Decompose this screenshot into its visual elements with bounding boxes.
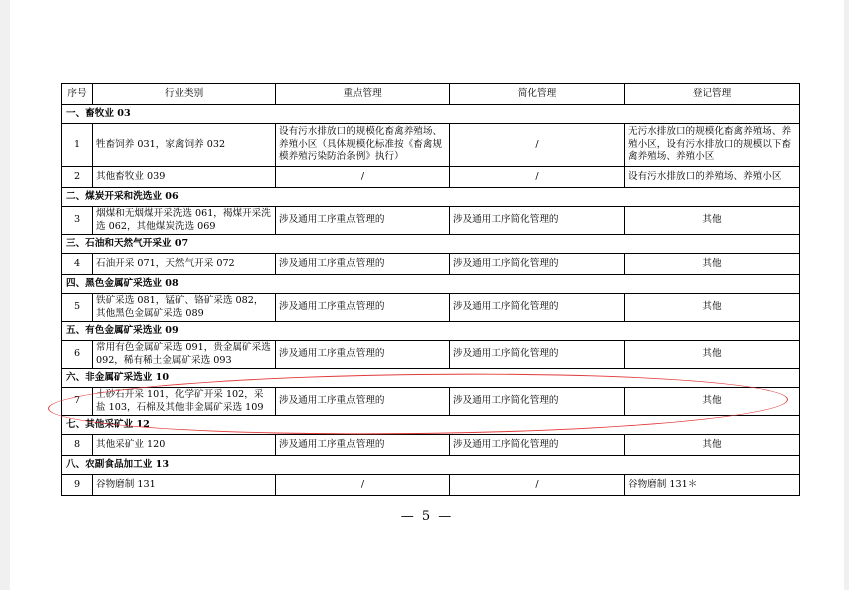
cell-registration: 其他 [625, 341, 800, 369]
cell-registration: 其他 [625, 207, 800, 235]
cell-industry: 谷物磨制 131 [93, 475, 276, 496]
cell-industry: 铁矿采选 081，锰矿、铬矿采选 082，其他黑色金属矿采选 089 [93, 294, 276, 322]
section-row [62, 188, 800, 207]
cell-simplified: 涉及通用工序简化管理的 [450, 435, 625, 456]
cell-key: 涉及通用工序重点管理的 [276, 254, 450, 275]
section-title: 四、黑色金属矿采选业 08 [62, 275, 800, 294]
cell-industry: 常用有色金属矿采选 091，贵金属矿采选 092，稀有稀土金属矿采选 093 [93, 341, 276, 369]
cell-registration: 其他 [625, 435, 800, 456]
table-row [62, 435, 800, 456]
cell-seq: 6 [62, 341, 93, 369]
cell-registration: 设有污水排放口的养殖场、养殖小区 [625, 167, 800, 188]
cell-key: 涉及通用工序重点管理的 [276, 294, 450, 322]
section-row [62, 416, 800, 435]
section-title: 六、非金属矿采选业 10 [62, 369, 800, 388]
table-row [62, 254, 800, 275]
cell-simplified: / [450, 475, 625, 496]
section-row [62, 235, 800, 254]
table-row [62, 124, 800, 167]
cell-key: 涉及通用工序重点管理的 [276, 435, 450, 456]
section-title: 五、有色金属矿采选业 09 [62, 322, 800, 341]
section-title: 一、畜牧业 03 [62, 105, 800, 124]
cell-simplified: 涉及通用工序简化管理的 [450, 341, 625, 369]
cell-seq: 4 [62, 254, 93, 275]
cell-industry: 石油开采 071，天然气开采 072 [93, 254, 276, 275]
cell-simplified: 涉及通用工序简化管理的 [450, 388, 625, 416]
page-number: — 5 — [400, 509, 454, 524]
section-title: 七、其他采矿业 12 [62, 416, 800, 435]
cell-registration: 其他 [625, 294, 800, 322]
cell-seq: 7 [62, 388, 93, 416]
header-registration-management: 登记管理 [625, 84, 800, 105]
section-title: 三、石油和天然气开采业 07 [62, 235, 800, 254]
section-row [62, 275, 800, 294]
header-simplified-management: 简化管理 [450, 84, 625, 105]
section-title: 八、农副食品加工业 13 [62, 456, 800, 475]
cell-key: 设有污水排放口的规模化畜禽养殖场、养殖小区（具体规模化标准按《畜禽规模养殖污染防治条例》执行） [276, 124, 450, 167]
cell-industry: 其他畜牧业 039 [93, 167, 276, 188]
section-row [62, 369, 800, 388]
cell-key: 涉及通用工序重点管理的 [276, 207, 450, 235]
table-row [62, 341, 800, 369]
cell-industry: 烟煤和无烟煤开采洗选 061，褐煤开采洗选 062，其他煤炭洗选 069 [93, 207, 276, 235]
cell-seq: 5 [62, 294, 93, 322]
cell-seq: 3 [62, 207, 93, 235]
cell-key: / [276, 167, 450, 188]
table-row [62, 207, 800, 235]
cell-registration: 其他 [625, 254, 800, 275]
section-row [62, 456, 800, 475]
section-row [62, 105, 800, 124]
cell-simplified: 涉及通用工序简化管理的 [450, 207, 625, 235]
cell-key: / [276, 475, 450, 496]
cell-industry: 牲畜饲养 031，家禽饲养 032 [93, 124, 276, 167]
cell-key: 涉及通用工序重点管理的 [276, 388, 450, 416]
table-row [62, 294, 800, 322]
table-row [62, 475, 800, 496]
cell-simplified: 涉及通用工序简化管理的 [450, 294, 625, 322]
cell-registration: 其他 [625, 388, 800, 416]
table-header-row [62, 84, 800, 105]
cell-seq: 1 [62, 124, 93, 167]
cell-seq: 9 [62, 475, 93, 496]
section-title: 二、煤炭开采和洗选业 06 [62, 188, 800, 207]
header-industry: 行业类别 [93, 84, 276, 105]
cell-industry: 土砂石开采 101，化学矿开采 102，采盐 103，石棉及其他非金属矿采选 109 [93, 388, 276, 416]
table-row [62, 388, 800, 416]
cell-simplified: / [450, 124, 625, 167]
cell-registration: 无污水排放口的规模化畜禽养殖场、养殖小区，设有污水排放口的规模以下畜禽养殖场、养殖小区 [625, 124, 800, 167]
section-row [62, 322, 800, 341]
cell-key: 涉及通用工序重点管理的 [276, 341, 450, 369]
cell-seq: 2 [62, 167, 93, 188]
header-key-management: 重点管理 [276, 84, 450, 105]
cell-simplified: / [450, 167, 625, 188]
document-page [10, 0, 844, 590]
cell-registration: 谷物磨制 131＊ [625, 475, 800, 496]
header-seq: 序号 [62, 84, 93, 105]
permit-classification-table [61, 83, 800, 496]
cell-industry: 其他采矿业 120 [93, 435, 276, 456]
cell-simplified: 涉及通用工序简化管理的 [450, 254, 625, 275]
table-row [62, 167, 800, 188]
cell-seq: 8 [62, 435, 93, 456]
